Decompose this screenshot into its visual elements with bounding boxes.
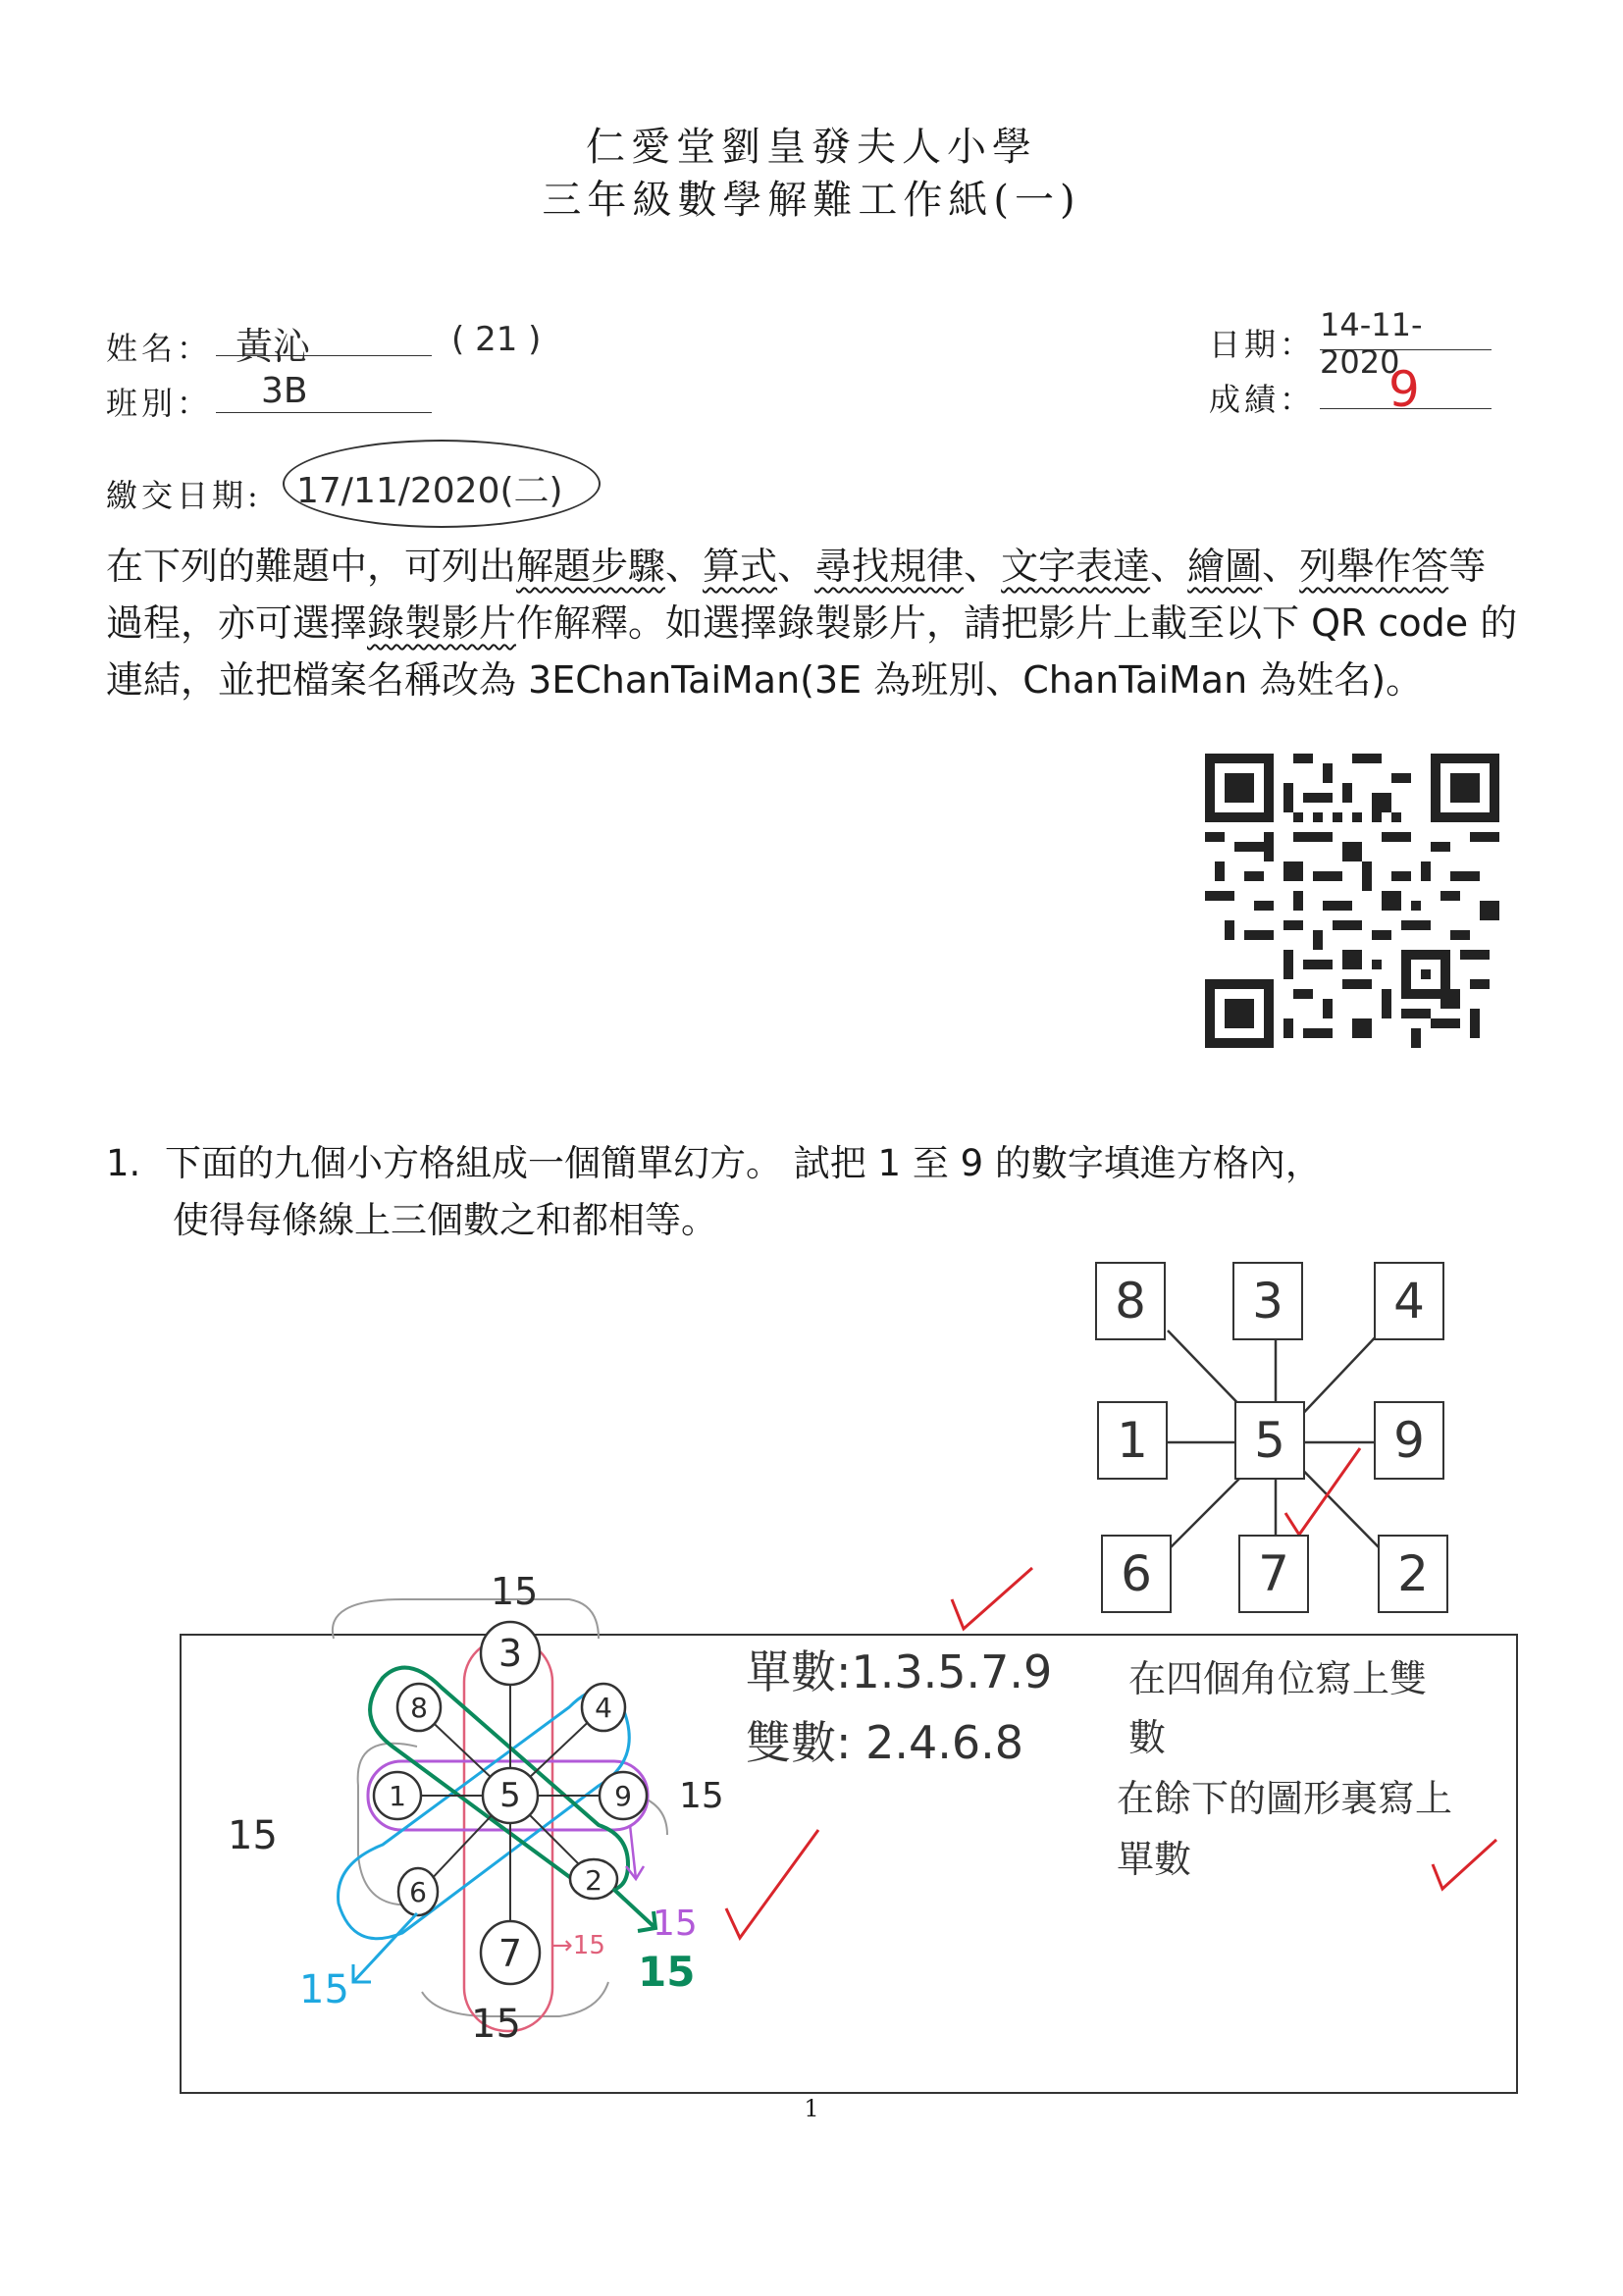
- date-field: [1320, 306, 1492, 381]
- sum-label-right: 15: [679, 1776, 724, 1816]
- grid-cell[interactable]: 7: [1238, 1535, 1309, 1613]
- submission-label: 繳交日期:: [106, 477, 262, 514]
- note-line-3: 在餘下的圖形裏寫上: [1117, 1777, 1453, 1820]
- score-value: 9: [1388, 361, 1420, 418]
- check-mark-icon: [726, 1830, 818, 1938]
- instruction-line-1: 在下列的難題中，可列出解題步驟、算式、尋找規律、文字表達、繪圖、列舉作答等: [106, 545, 1487, 588]
- flower-number: 1: [389, 1780, 406, 1812]
- grading-marks: [716, 1761, 1599, 1977]
- method-listing: 列舉作答: [1299, 545, 1449, 588]
- submission-date: 17/11/2020(二): [296, 471, 563, 511]
- instruction-line-2: [106, 595, 1539, 652]
- name-value: 黃沁: [236, 325, 311, 368]
- grid-cell[interactable]: 2: [1378, 1535, 1448, 1613]
- even-numbers-line: 雙數: 2.4.6.8: [746, 1716, 1024, 1769]
- instructions: [106, 538, 1539, 708]
- sum-label-blue: 15: [299, 1967, 349, 2012]
- method-text: 文字表達: [1001, 545, 1151, 588]
- q1-number: 1.: [106, 1142, 141, 1184]
- grid-cell[interactable]: 4: [1374, 1262, 1444, 1340]
- date-value: 14-11-2020: [1320, 306, 1423, 381]
- odd-numbers-line: 單數:1.3.5.7.9: [746, 1645, 1053, 1698]
- name-field: [216, 316, 432, 368]
- instruction-line-3: 連結，並把檔案名稱改為 3EChanTaiMan(3E 為班別、ChanTaiMan 為姓名)。: [106, 658, 1424, 702]
- qr-code[interactable]: [1205, 754, 1499, 1048]
- worksheet-title: 三年級數學解難工作紙(一): [542, 178, 1081, 223]
- magic-square-diagram: [1089, 1256, 1462, 1609]
- video-term: 錄製影片: [367, 601, 517, 645]
- class-value: 3B: [261, 371, 308, 411]
- flower-number: 9: [614, 1780, 632, 1812]
- sum-label-green: 15: [638, 1948, 696, 1996]
- sum-label-left: 15: [228, 1813, 278, 1858]
- instruction-text: 等: [1448, 545, 1487, 588]
- student-number: ( 21 ): [451, 320, 542, 359]
- page-number: 1: [804, 2095, 819, 2122]
- flower-number: 7: [497, 1932, 523, 1975]
- class-field: [216, 371, 432, 413]
- method-formula: 算式: [703, 545, 778, 588]
- flower-number: 8: [410, 1692, 428, 1724]
- grid-cell[interactable]: 3: [1232, 1262, 1303, 1340]
- note-line-2: 數: [1128, 1716, 1167, 1759]
- score-field: [1320, 361, 1492, 418]
- score-label: 成績：: [1209, 381, 1316, 418]
- grid-cell[interactable]: 1: [1097, 1401, 1168, 1480]
- sum-label-purple: 15: [653, 1904, 698, 1944]
- flower-number: 4: [595, 1692, 612, 1724]
- flower-number: 5: [499, 1776, 521, 1815]
- grid-cell[interactable]: 6: [1101, 1535, 1172, 1613]
- method-pattern: 尋找規律: [814, 545, 965, 588]
- flower-number: 3: [497, 1632, 523, 1675]
- check-mark-icon: [1433, 1840, 1496, 1889]
- method-steps: 解題步驟: [516, 545, 666, 588]
- flower-number: 2: [585, 1864, 602, 1897]
- instruction-text: 過程，亦可選擇: [106, 601, 368, 645]
- grid-cell-center[interactable]: 5: [1234, 1401, 1305, 1480]
- instruction-text: 在下列的難題中，可列出: [106, 545, 517, 588]
- flower-number: 6: [409, 1876, 427, 1908]
- note-line-1: 在四個角位寫上雙: [1128, 1657, 1428, 1700]
- q1-text-line-1: 下面的九個小方格組成一個簡單幻方。 試把 1 至 9 的數字填進方格內，: [165, 1142, 1322, 1184]
- grid-cell[interactable]: 8: [1095, 1262, 1166, 1340]
- date-label: 日期：: [1209, 326, 1316, 363]
- q1-text-line-2: 使得每條線上三個數之和都相等。: [173, 1199, 717, 1241]
- note-line-4: 單數: [1117, 1838, 1192, 1881]
- school-name: 仁愛堂劉皇發夫人小學: [586, 125, 1037, 170]
- grid-cell[interactable]: 9: [1374, 1401, 1444, 1480]
- class-label: 班別：: [106, 385, 213, 422]
- pink-arrow-label: →15: [551, 1931, 605, 1960]
- name-label: 姓名：: [106, 330, 213, 367]
- sum-label-top: 15: [491, 1570, 539, 1613]
- method-drawing: 繪圖: [1187, 545, 1263, 588]
- instruction-text: 作解釋。如選擇錄製影片，請把影片上載至以下 QR code 的: [516, 601, 1518, 645]
- sum-label-bottom: 15: [471, 2002, 521, 2047]
